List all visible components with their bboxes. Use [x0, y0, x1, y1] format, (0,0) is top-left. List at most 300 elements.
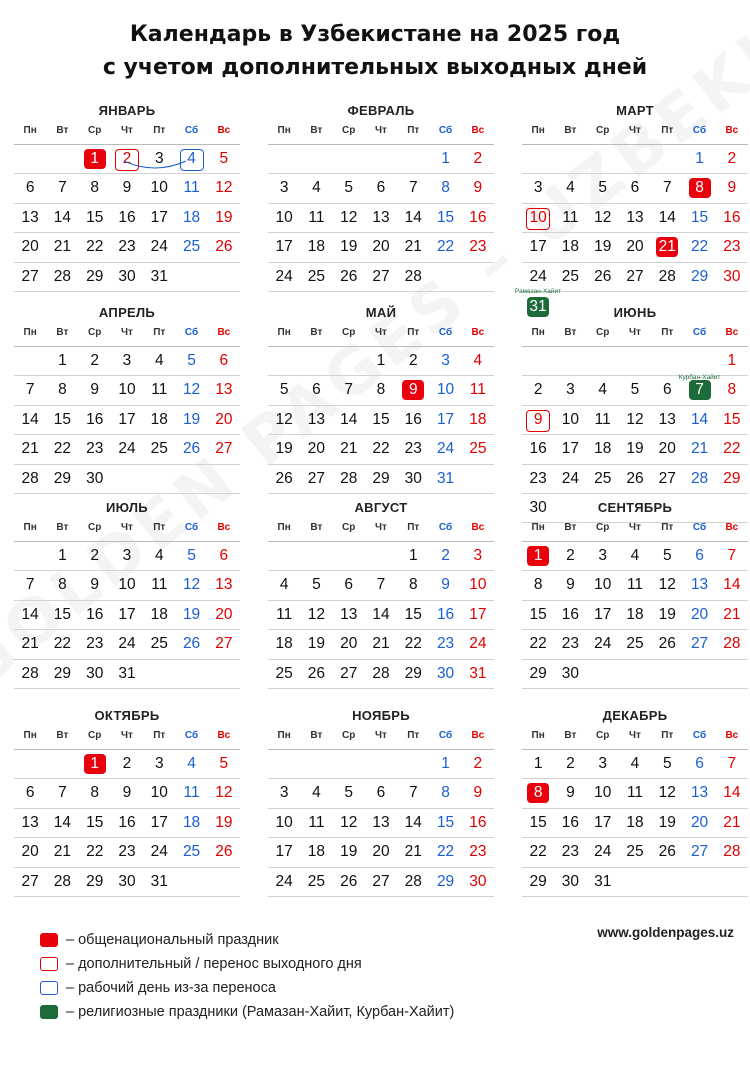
- day-cell[interactable]: 6: [683, 750, 715, 779]
- day-cell[interactable]: 6: [333, 571, 365, 600]
- day-cell[interactable]: 25: [143, 630, 175, 659]
- day-cell[interactable]: 11: [300, 204, 332, 233]
- day-cell[interactable]: 3: [111, 347, 143, 376]
- day-cell[interactable]: 27: [683, 838, 715, 867]
- day-cell[interactable]: 30: [716, 263, 748, 292]
- day-cell[interactable]: 8: [522, 571, 554, 600]
- day-cell[interactable]: 25: [300, 868, 332, 897]
- day-cell[interactable]: 26: [175, 630, 207, 659]
- day-cell[interactable]: 16: [79, 406, 111, 435]
- day-cell[interactable]: 23: [554, 838, 586, 867]
- day-cell[interactable]: 15: [716, 406, 748, 435]
- day-cell[interactable]: 31: [143, 263, 175, 292]
- day-cell[interactable]: 11: [462, 376, 494, 405]
- day-cell[interactable]: 8: [397, 571, 429, 600]
- day-cell[interactable]: 19: [333, 233, 365, 262]
- day-cell[interactable]: 4: [300, 174, 332, 203]
- day-cell[interactable]: 25: [619, 838, 651, 867]
- day-cell[interactable]: 11: [175, 779, 207, 808]
- day-cell[interactable]: 5: [651, 542, 683, 571]
- day-cell[interactable]: 29: [522, 868, 554, 897]
- day-cell[interactable]: 10: [111, 376, 143, 405]
- day-cell[interactable]: 17: [554, 435, 586, 464]
- day-cell[interactable]: 27: [683, 630, 715, 659]
- day-cell[interactable]: 2: [429, 542, 461, 571]
- day-cell[interactable]: 22: [79, 838, 111, 867]
- day-cell[interactable]: 2: [462, 145, 494, 174]
- day-cell[interactable]: 16: [462, 204, 494, 233]
- day-cell[interactable]: 20: [208, 601, 240, 630]
- day-cell[interactable]: 18: [143, 601, 175, 630]
- day-cell[interactable]: 20: [208, 406, 240, 435]
- day-cell[interactable]: 10: [143, 779, 175, 808]
- day-cell[interactable]: 1: [522, 750, 554, 779]
- day-cell[interactable]: 19: [651, 809, 683, 838]
- day-cell[interactable]: 12: [175, 571, 207, 600]
- day-cell[interactable]: 1: [397, 542, 429, 571]
- day-cell[interactable]: 28: [365, 660, 397, 689]
- day-cell[interactable]: 22: [397, 630, 429, 659]
- day-cell[interactable]: 14: [397, 204, 429, 233]
- day-cell[interactable]: 18: [619, 809, 651, 838]
- day-cell[interactable]: 5: [619, 376, 651, 405]
- day-cell[interactable]: 25: [462, 435, 494, 464]
- day-cell[interactable]: 12: [208, 174, 240, 203]
- day-cell[interactable]: 2: [716, 145, 748, 174]
- day-cell[interactable]: [175, 145, 207, 174]
- day-cell[interactable]: 9: [111, 174, 143, 203]
- day-cell[interactable]: 26: [651, 630, 683, 659]
- day-cell[interactable]: 25: [554, 263, 586, 292]
- day-cell[interactable]: 3: [143, 750, 175, 779]
- day-cell[interactable]: 4: [619, 542, 651, 571]
- day-cell[interactable]: 25: [587, 465, 619, 494]
- day-cell[interactable]: 9: [111, 779, 143, 808]
- day-cell[interactable]: 9: [79, 376, 111, 405]
- day-cell[interactable]: 5: [300, 571, 332, 600]
- day-cell[interactable]: 4: [143, 542, 175, 571]
- day-cell[interactable]: 14: [14, 601, 46, 630]
- day-cell[interactable]: 27: [208, 435, 240, 464]
- day-cell[interactable]: 16: [429, 601, 461, 630]
- day-cell[interactable]: 9: [462, 779, 494, 808]
- day-cell[interactable]: 11: [554, 204, 586, 233]
- day-cell[interactable]: 6: [365, 779, 397, 808]
- day-cell[interactable]: 28: [14, 660, 46, 689]
- day-cell[interactable]: 7: [651, 174, 683, 203]
- day-cell[interactable]: 3: [268, 174, 300, 203]
- day-cell[interactable]: 5: [587, 174, 619, 203]
- day-cell[interactable]: 27: [651, 465, 683, 494]
- day-cell[interactable]: 22: [429, 233, 461, 262]
- day-cell[interactable]: 27: [14, 868, 46, 897]
- day-cell[interactable]: 24: [268, 263, 300, 292]
- day-cell[interactable]: 17: [462, 601, 494, 630]
- day-cell[interactable]: 23: [429, 630, 461, 659]
- day-cell[interactable]: 5: [208, 750, 240, 779]
- day-cell[interactable]: 15: [79, 204, 111, 233]
- day-cell[interactable]: 25: [268, 660, 300, 689]
- day-cell[interactable]: 8: [429, 174, 461, 203]
- day-cell[interactable]: 30: [111, 868, 143, 897]
- day-cell[interactable]: 19: [268, 435, 300, 464]
- day-cell[interactable]: 13: [683, 571, 715, 600]
- day-cell[interactable]: 27: [300, 465, 332, 494]
- day-cell[interactable]: 12: [333, 809, 365, 838]
- day-cell[interactable]: 15: [429, 204, 461, 233]
- day-cell[interactable]: 26: [333, 868, 365, 897]
- day-cell[interactable]: 3: [522, 174, 554, 203]
- day-cell[interactable]: 21: [397, 233, 429, 262]
- day-cell[interactable]: 23: [462, 233, 494, 262]
- day-cell[interactable]: 15: [429, 809, 461, 838]
- day-cell[interactable]: 2: [79, 542, 111, 571]
- day-cell[interactable]: 25: [300, 263, 332, 292]
- day-cell[interactable]: 7: [716, 542, 748, 571]
- day-cell[interactable]: [522, 542, 554, 571]
- day-cell[interactable]: [683, 174, 715, 203]
- day-cell[interactable]: 10: [429, 376, 461, 405]
- day-cell[interactable]: 14: [46, 809, 78, 838]
- day-cell[interactable]: 26: [619, 465, 651, 494]
- day-cell[interactable]: 17: [111, 406, 143, 435]
- day-cell[interactable]: 10: [143, 174, 175, 203]
- day-cell[interactable]: 1: [683, 145, 715, 174]
- day-cell[interactable]: 19: [208, 204, 240, 233]
- day-cell[interactable]: 27: [208, 630, 240, 659]
- day-cell[interactable]: 9: [716, 174, 748, 203]
- day-cell[interactable]: 13: [208, 376, 240, 405]
- day-cell[interactable]: 7: [397, 174, 429, 203]
- day-cell[interactable]: 11: [300, 809, 332, 838]
- day-cell[interactable]: 21: [333, 435, 365, 464]
- day-cell[interactable]: 18: [175, 809, 207, 838]
- day-cell[interactable]: 19: [333, 838, 365, 867]
- day-cell[interactable]: 22: [46, 630, 78, 659]
- day-cell[interactable]: 22: [716, 435, 748, 464]
- day-cell[interactable]: 10: [268, 809, 300, 838]
- day-cell[interactable]: 17: [522, 233, 554, 262]
- day-cell[interactable]: 30: [522, 494, 554, 523]
- day-cell[interactable]: 29: [79, 263, 111, 292]
- day-cell[interactable]: [522, 204, 554, 233]
- day-cell[interactable]: 22: [429, 838, 461, 867]
- day-cell[interactable]: 24: [111, 630, 143, 659]
- day-cell[interactable]: 20: [300, 435, 332, 464]
- day-cell[interactable]: 23: [462, 838, 494, 867]
- day-cell[interactable]: 27: [365, 868, 397, 897]
- day-cell[interactable]: 28: [397, 868, 429, 897]
- day-cell[interactable]: 16: [554, 601, 586, 630]
- day-cell[interactable]: 15: [522, 809, 554, 838]
- day-cell[interactable]: 29: [429, 868, 461, 897]
- day-cell[interactable]: 13: [365, 204, 397, 233]
- day-cell[interactable]: 15: [683, 204, 715, 233]
- day-cell[interactable]: 29: [683, 263, 715, 292]
- day-cell[interactable]: 4: [175, 750, 207, 779]
- day-cell[interactable]: 25: [175, 233, 207, 262]
- day-cell[interactable]: 9: [554, 571, 586, 600]
- day-cell[interactable]: [678, 374, 721, 405]
- day-cell[interactable]: 11: [619, 779, 651, 808]
- day-cell[interactable]: 8: [46, 376, 78, 405]
- day-cell[interactable]: 21: [46, 838, 78, 867]
- day-cell[interactable]: 30: [79, 465, 111, 494]
- day-cell[interactable]: 13: [208, 571, 240, 600]
- day-cell[interactable]: 10: [554, 406, 586, 435]
- day-cell[interactable]: 1: [46, 347, 78, 376]
- day-cell[interactable]: 15: [79, 809, 111, 838]
- day-cell[interactable]: 28: [716, 838, 748, 867]
- day-cell[interactable]: 28: [716, 630, 748, 659]
- day-cell[interactable]: 28: [14, 465, 46, 494]
- day-cell[interactable]: 30: [397, 465, 429, 494]
- day-cell[interactable]: 20: [683, 601, 715, 630]
- day-cell[interactable]: 6: [365, 174, 397, 203]
- day-cell[interactable]: 21: [14, 630, 46, 659]
- day-cell[interactable]: 20: [365, 233, 397, 262]
- day-cell[interactable]: 3: [268, 779, 300, 808]
- day-cell[interactable]: 10: [111, 571, 143, 600]
- day-cell[interactable]: 15: [397, 601, 429, 630]
- day-cell[interactable]: 20: [683, 809, 715, 838]
- day-cell[interactable]: 22: [79, 233, 111, 262]
- day-cell[interactable]: 12: [619, 406, 651, 435]
- day-cell[interactable]: 22: [365, 435, 397, 464]
- day-cell[interactable]: 28: [46, 868, 78, 897]
- day-cell[interactable]: 7: [46, 779, 78, 808]
- day-cell[interactable]: 10: [268, 204, 300, 233]
- day-cell[interactable]: 14: [716, 571, 748, 600]
- day-cell[interactable]: 18: [619, 601, 651, 630]
- day-cell[interactable]: 23: [522, 465, 554, 494]
- day-cell[interactable]: 1: [429, 145, 461, 174]
- day-cell[interactable]: 15: [46, 601, 78, 630]
- day-cell[interactable]: 2: [111, 750, 143, 779]
- day-cell[interactable]: 25: [175, 838, 207, 867]
- day-cell[interactable]: 2: [397, 347, 429, 376]
- day-cell[interactable]: 18: [554, 233, 586, 262]
- day-cell[interactable]: 10: [587, 571, 619, 600]
- day-cell[interactable]: 15: [365, 406, 397, 435]
- day-cell[interactable]: 24: [143, 838, 175, 867]
- day-cell[interactable]: 14: [683, 406, 715, 435]
- day-cell[interactable]: 23: [111, 838, 143, 867]
- day-cell[interactable]: 24: [429, 435, 461, 464]
- day-cell[interactable]: 27: [365, 263, 397, 292]
- day-cell[interactable]: 18: [587, 435, 619, 464]
- day-cell[interactable]: 26: [333, 263, 365, 292]
- day-cell[interactable]: 20: [365, 838, 397, 867]
- day-cell[interactable]: 29: [522, 660, 554, 689]
- day-cell[interactable]: 8: [79, 174, 111, 203]
- day-cell[interactable]: 6: [208, 542, 240, 571]
- day-cell[interactable]: 24: [268, 868, 300, 897]
- day-cell[interactable]: 12: [651, 779, 683, 808]
- day-cell[interactable]: 30: [462, 868, 494, 897]
- day-cell[interactable]: 6: [300, 376, 332, 405]
- day-cell[interactable]: 12: [208, 779, 240, 808]
- day-cell[interactable]: 27: [619, 263, 651, 292]
- day-cell[interactable]: 3: [143, 145, 175, 174]
- day-cell[interactable]: 7: [397, 779, 429, 808]
- day-cell[interactable]: 9: [554, 779, 586, 808]
- day-cell[interactable]: 3: [587, 542, 619, 571]
- day-cell[interactable]: 28: [397, 263, 429, 292]
- day-cell[interactable]: 17: [111, 601, 143, 630]
- day-cell[interactable]: 12: [333, 204, 365, 233]
- day-cell[interactable]: 26: [208, 233, 240, 262]
- day-cell[interactable]: 1: [46, 542, 78, 571]
- day-cell[interactable]: 12: [268, 406, 300, 435]
- day-cell[interactable]: 8: [79, 779, 111, 808]
- day-cell[interactable]: 31: [111, 660, 143, 689]
- day-cell[interactable]: 17: [587, 809, 619, 838]
- day-cell[interactable]: 27: [14, 263, 46, 292]
- day-cell[interactable]: 27: [333, 660, 365, 689]
- day-cell[interactable]: 12: [587, 204, 619, 233]
- day-cell[interactable]: 12: [651, 571, 683, 600]
- day-cell[interactable]: 3: [587, 750, 619, 779]
- day-cell[interactable]: 20: [333, 630, 365, 659]
- day-cell[interactable]: 6: [14, 779, 46, 808]
- day-cell[interactable]: 22: [522, 630, 554, 659]
- day-cell[interactable]: 13: [683, 779, 715, 808]
- day-cell[interactable]: 7: [14, 571, 46, 600]
- day-cell[interactable]: 25: [619, 630, 651, 659]
- day-cell[interactable]: 24: [111, 435, 143, 464]
- day-cell[interactable]: 8: [365, 376, 397, 405]
- day-cell[interactable]: 22: [46, 435, 78, 464]
- day-cell[interactable]: 5: [268, 376, 300, 405]
- day-cell[interactable]: 19: [651, 601, 683, 630]
- day-cell[interactable]: 13: [14, 809, 46, 838]
- day-cell[interactable]: 23: [554, 630, 586, 659]
- day-cell[interactable]: 9: [429, 571, 461, 600]
- day-cell[interactable]: 22: [522, 838, 554, 867]
- day-cell[interactable]: 28: [683, 465, 715, 494]
- day-cell[interactable]: 5: [651, 750, 683, 779]
- day-cell[interactable]: 2: [554, 750, 586, 779]
- day-cell[interactable]: 28: [333, 465, 365, 494]
- day-cell[interactable]: 23: [79, 630, 111, 659]
- day-cell[interactable]: 14: [46, 204, 78, 233]
- day-cell[interactable]: 29: [716, 465, 748, 494]
- day-cell[interactable]: 13: [619, 204, 651, 233]
- day-cell[interactable]: 3: [429, 347, 461, 376]
- day-cell[interactable]: 14: [365, 601, 397, 630]
- day-cell[interactable]: 30: [554, 660, 586, 689]
- day-cell[interactable]: 14: [333, 406, 365, 435]
- day-cell[interactable]: 11: [587, 406, 619, 435]
- day-cell[interactable]: 16: [79, 601, 111, 630]
- day-cell[interactable]: [111, 145, 143, 174]
- day-cell[interactable]: 30: [554, 868, 586, 897]
- day-cell[interactable]: 17: [143, 809, 175, 838]
- day-cell[interactable]: 15: [522, 601, 554, 630]
- day-cell[interactable]: 11: [268, 601, 300, 630]
- day-cell[interactable]: 25: [143, 435, 175, 464]
- day-cell[interactable]: 2: [462, 750, 494, 779]
- day-cell[interactable]: 4: [300, 779, 332, 808]
- day-cell[interactable]: 16: [716, 204, 748, 233]
- day-cell[interactable]: 2: [554, 542, 586, 571]
- day-cell[interactable]: 12: [175, 376, 207, 405]
- day-cell[interactable]: 16: [111, 204, 143, 233]
- day-cell[interactable]: 22: [683, 233, 715, 262]
- day-cell[interactable]: 21: [397, 838, 429, 867]
- day-cell[interactable]: 3: [111, 542, 143, 571]
- day-cell[interactable]: 14: [397, 809, 429, 838]
- day-cell[interactable]: [651, 233, 683, 262]
- day-cell[interactable]: 4: [587, 376, 619, 405]
- day-cell[interactable]: 17: [143, 204, 175, 233]
- day-cell[interactable]: 5: [333, 779, 365, 808]
- day-cell[interactable]: 24: [554, 465, 586, 494]
- day-cell[interactable]: [397, 376, 429, 405]
- day-cell[interactable]: 16: [462, 809, 494, 838]
- day-cell[interactable]: 21: [683, 435, 715, 464]
- day-cell[interactable]: 8: [716, 376, 748, 405]
- day-cell[interactable]: 13: [651, 406, 683, 435]
- day-cell[interactable]: 20: [14, 838, 46, 867]
- day-cell[interactable]: [522, 406, 554, 435]
- day-cell[interactable]: 26: [208, 838, 240, 867]
- day-cell[interactable]: 17: [268, 233, 300, 262]
- day-cell[interactable]: 13: [14, 204, 46, 233]
- day-cell[interactable]: 4: [143, 347, 175, 376]
- day-cell[interactable]: 13: [333, 601, 365, 630]
- day-cell[interactable]: 21: [14, 435, 46, 464]
- day-cell[interactable]: 30: [79, 660, 111, 689]
- day-cell[interactable]: 19: [619, 435, 651, 464]
- day-cell[interactable]: 26: [300, 660, 332, 689]
- day-cell[interactable]: 4: [462, 347, 494, 376]
- day-cell[interactable]: 19: [175, 406, 207, 435]
- day-cell[interactable]: [79, 750, 111, 779]
- day-cell[interactable]: 11: [143, 376, 175, 405]
- day-cell[interactable]: 26: [268, 465, 300, 494]
- day-cell[interactable]: 31: [462, 660, 494, 689]
- day-cell[interactable]: 16: [554, 809, 586, 838]
- day-cell[interactable]: 11: [143, 571, 175, 600]
- day-cell[interactable]: 6: [208, 347, 240, 376]
- day-cell[interactable]: 6: [683, 542, 715, 571]
- day-cell[interactable]: 19: [208, 809, 240, 838]
- website-link[interactable]: www.goldenpages.uz: [597, 925, 734, 940]
- day-cell[interactable]: 24: [522, 263, 554, 292]
- day-cell[interactable]: 18: [268, 630, 300, 659]
- day-cell[interactable]: 23: [111, 233, 143, 262]
- day-cell[interactable]: 1: [716, 347, 748, 376]
- day-cell[interactable]: 19: [587, 233, 619, 262]
- day-cell[interactable]: 8: [429, 779, 461, 808]
- day-cell[interactable]: 13: [365, 809, 397, 838]
- day-cell[interactable]: 7: [716, 750, 748, 779]
- day-cell[interactable]: 7: [46, 174, 78, 203]
- day-cell[interactable]: 7: [14, 376, 46, 405]
- day-cell[interactable]: 17: [587, 601, 619, 630]
- day-cell[interactable]: 16: [397, 406, 429, 435]
- day-cell[interactable]: 14: [716, 779, 748, 808]
- day-cell[interactable]: 14: [14, 406, 46, 435]
- day-cell[interactable]: 18: [175, 204, 207, 233]
- day-cell[interactable]: 11: [175, 174, 207, 203]
- day-cell[interactable]: 14: [651, 204, 683, 233]
- day-cell[interactable]: 26: [651, 838, 683, 867]
- day-cell[interactable]: 20: [619, 233, 651, 262]
- day-cell[interactable]: 29: [397, 660, 429, 689]
